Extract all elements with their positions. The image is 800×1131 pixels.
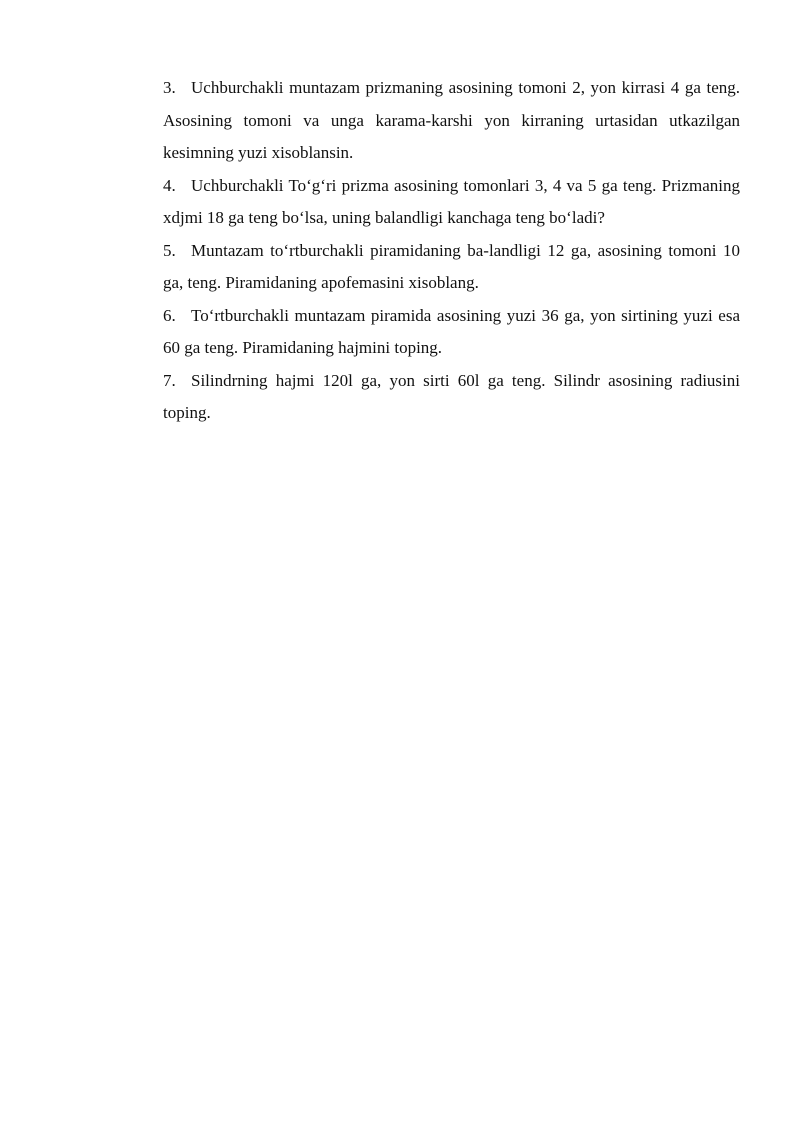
problem-number: 3.: [163, 78, 176, 97]
problem-text: Silindrning hajmi 120l ga, yon sirti 60l ga teng. Silindr asosining radiusini toping.: [163, 370, 740, 422]
problem-text: Uchburchakli To‘g‘ri prizma asosining tomonlari 3, 4 va 5 ga teng. Prizmaning xdjmi 18 ga teng bo‘lsa, uning balandligi kanchaga teng bo‘ladi?: [163, 175, 740, 227]
problem-number: 5.: [163, 240, 176, 260]
problem-number: 6.: [163, 305, 176, 325]
problem-4: [163, 170, 740, 235]
problem-5: [163, 235, 740, 300]
problem-number: 7.: [163, 370, 176, 390]
problem-3: [163, 72, 740, 170]
document-page: [163, 72, 740, 430]
problem-number: 4.: [163, 175, 176, 195]
problem-6: [163, 300, 740, 365]
problem-text: Uchburchakli muntazam prizmaning asosining tomoni 2, yon kirrasi 4 ga teng. Asosining tomoni va unga karama-karshi yon kirraning urtasidan utkazilgan kesimning yuzi xisoblansin.: [163, 78, 740, 162]
problem-text: Muntazam to‘rtburchakli piramidaning ba-landligi 12 ga, asosining tomoni 10 ga, teng. Piramidaning apofemasini xisoblang.: [163, 240, 740, 292]
problem-text: To‘rtburchakli muntazam piramida asosining yuzi 36 ga, yon sirtining yuzi esa 60 ga teng. Piramidaning hajmini toping.: [163, 305, 740, 357]
problem-7: [163, 365, 740, 430]
